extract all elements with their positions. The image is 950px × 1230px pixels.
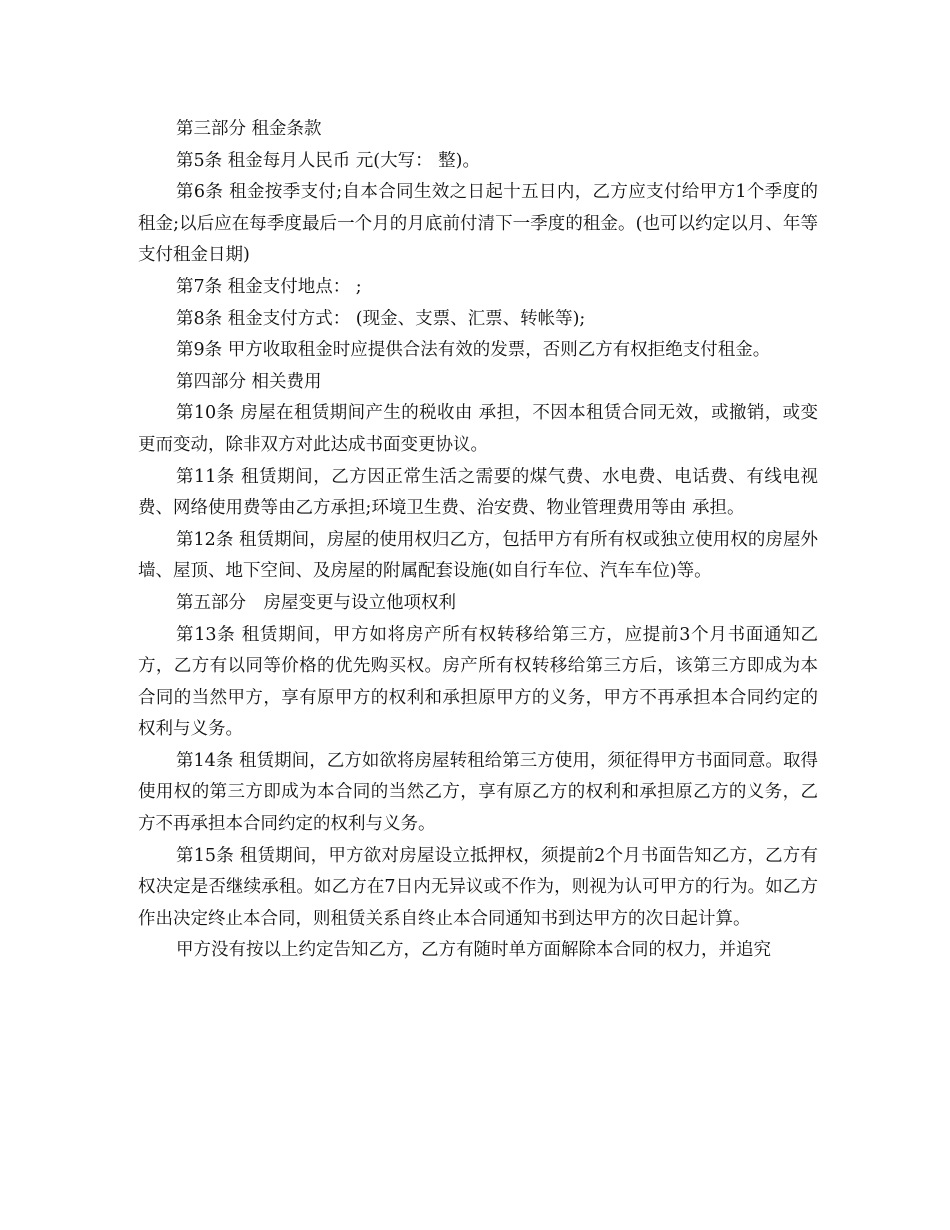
clause-13: 第13条 租赁期间，甲方如将房产所有权转移给第三方，应提前3个月书面通知乙方，乙方有以同等价格的优先购买权。房产所有权转移给第三方后，该第三方即成为本合同的当然甲方，享有原甲方的权利和承担原甲方的义务，甲方不再承担本合同约定的权利与义务。 bbox=[138, 624, 818, 740]
clause-14: 第14条 租赁期间，乙方如欲将房屋转租给第三方使用，须征得甲方书面同意。取得使用权的第三方即成为本合同的当然乙方，享有原乙方的权利和承担原乙方的义务，乙方不再承担本合同约定的权利与义务。 bbox=[138, 750, 818, 835]
clause-10: 第10条 房屋在租赁期间产生的税收由 承担，不因本租赁合同无效，或撤销，或变更而变动，除非双方对此达成书面变更协议。 bbox=[138, 403, 818, 455]
section-heading-part-4: 第四部分 相关费用 bbox=[176, 371, 322, 392]
clause-11: 第11条 租赁期间，乙方因正常生活之需要的煤气费、水电费、电话费、有线电视费、网络使用费等由乙方承担;环境卫生费、治安费、物业管理费用等由 承担。 bbox=[138, 466, 818, 519]
clause-5: 第5条 租金每月人民币 元(大写： 整)。 bbox=[176, 150, 480, 171]
clause-9: 第9条 甲方收取租金时应提供合法有效的发票，否则乙方有权拒绝支付租金。 bbox=[176, 340, 771, 361]
section-heading-part-5: 第五部分 房屋变更与设立他项权利 bbox=[176, 592, 456, 613]
clause-8: 第8条 租金支付方式： (现金、支票、汇票、转帐等); bbox=[176, 308, 586, 329]
section-heading-part-3: 第三部分 租金条款 bbox=[176, 119, 322, 139]
clause-12: 第12条 租赁期间，房屋的使用权归乙方，包括甲方有所有权或独立使用权的房屋外墙、屋顶、地下空间、及房屋的附属配套设施(如自行车位、汽车车位)等。 bbox=[138, 529, 818, 582]
clause-15-continuation: 甲方没有按以上约定告知乙方，乙方有随时单方面解除本合同的权力，并追究 bbox=[176, 940, 771, 961]
document-body bbox=[138, 114, 818, 967]
clause-15: 第15条 租赁期间，甲方欲对房屋设立抵押权，须提前2个月书面告知乙方，乙方有权决定是否继续承租。如乙方在7日内无异议或不作为，则视为认可甲方的行为。如乙方作出决定终止本合同，则租赁关系自终止本合同通知书到达甲方的次日起计算。 bbox=[138, 845, 818, 929]
clause-7: 第7条 租金支付地点： ; bbox=[176, 276, 362, 297]
clause-6: 第6条 租金按季支付;自本合同生效之日起十五日内，乙方应支付给甲方1个季度的租金;以后应在每季度最后一个月的月底前付清下一季度的租金。(也可以约定以月、年等支付租金日期) bbox=[138, 182, 818, 266]
